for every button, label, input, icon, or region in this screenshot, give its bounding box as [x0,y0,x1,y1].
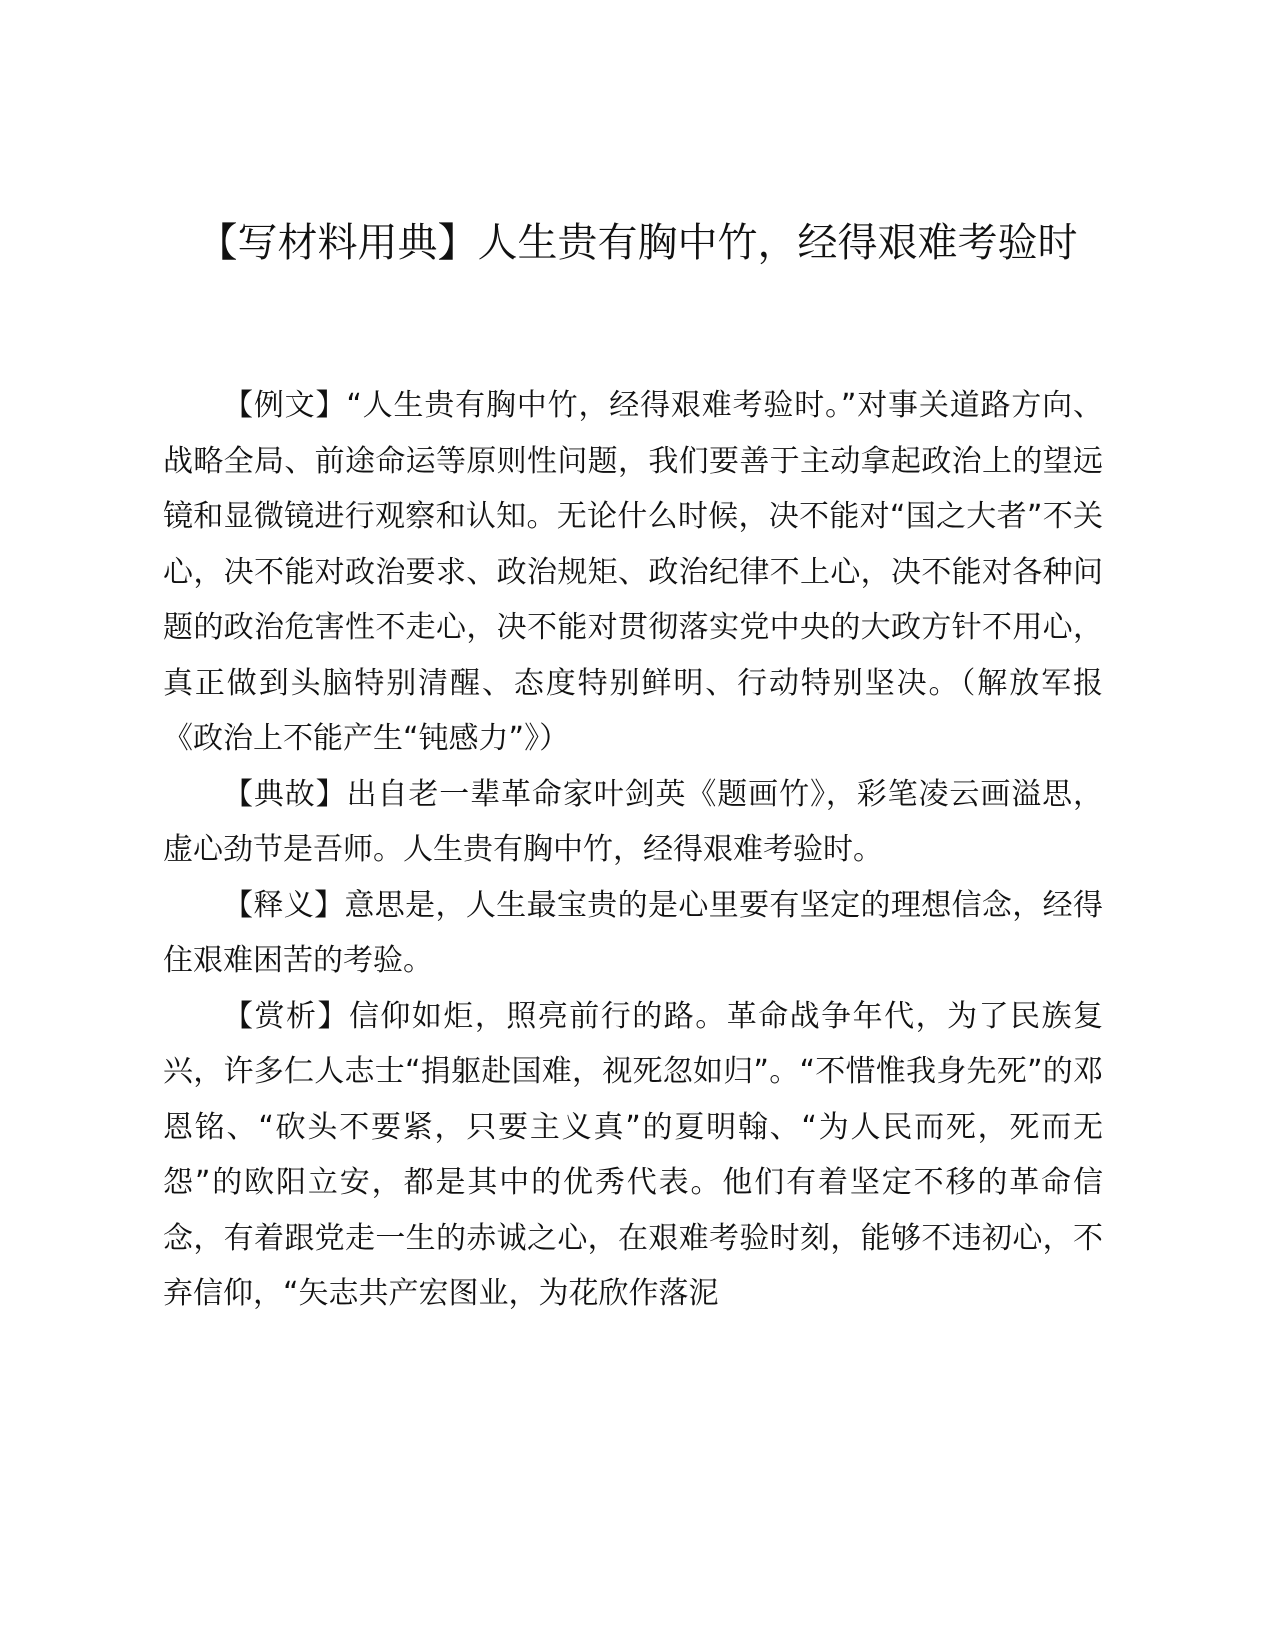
document-title: 【写材料用典】人生贵有胸中竹，经得艰难考验时 [197,220,1078,266]
paragraph-text: “人生贵有胸中竹，经得艰难考验时。”对事关道路方向、战略全局、前途命运等原则性问题，我们要善于主动拿起政治上的望远镜和显微镜进行观察和认知。无论什么时候，决不能对“国之大者”不关心，决不能对政治要求、政治规矩、政治纪律不上心，决不能对各种问题的政治危害性不走心，决不能对贯彻落实党中央的大政方针不用心，真正做到头脑特别清醒、态度特别鲜明、行动特别坚决。（解放军报《政治上不能产生“钝感力”》） [163,388,1104,756]
section-tag-example: 【例文】 [223,388,347,423]
section-tag-allusion: 【典故】 [223,776,347,812]
paragraph-text: 意思是，人生最宝贵的是心里要有坚定的理想信念，经得住艰难困苦的考验。 [163,887,1104,978]
paragraph-appreciation [163,989,1103,1322]
paragraph-allusion [163,767,1103,878]
paragraph-text: 出自老一辈革命家叶剑英《题画竹》，彩笔凌云画溢思，虚心劲节是吾师。人生贵有胸中竹，经得艰难考验时。 [163,776,1104,867]
section-tag-meaning: 【释义】 [223,887,345,923]
paragraph-meaning [163,878,1103,989]
section-tag-appreciation: 【赏析】 [223,998,349,1034]
document-body [163,378,1103,1322]
paragraph-text: 信仰如炬，照亮前行的路。革命战争年代，为了民族复兴，许多仁人志士“捐躯赴国难，视死忽如归”。“不惜惟我身先死”的邓恩铭、“砍头不要紧，只要主义真”的夏明翰、“为人民而死，死而无怨”的欧阳立安，都是其中的优秀代表。他们有着坚定不移的革命信念，有着跟党走一生的赤诚之心，在艰难考验时刻，能够不违初心，不弃信仰，“矢志共产宏图业，为花欣作落泥 [163,998,1104,1311]
paragraph-example [163,378,1103,767]
